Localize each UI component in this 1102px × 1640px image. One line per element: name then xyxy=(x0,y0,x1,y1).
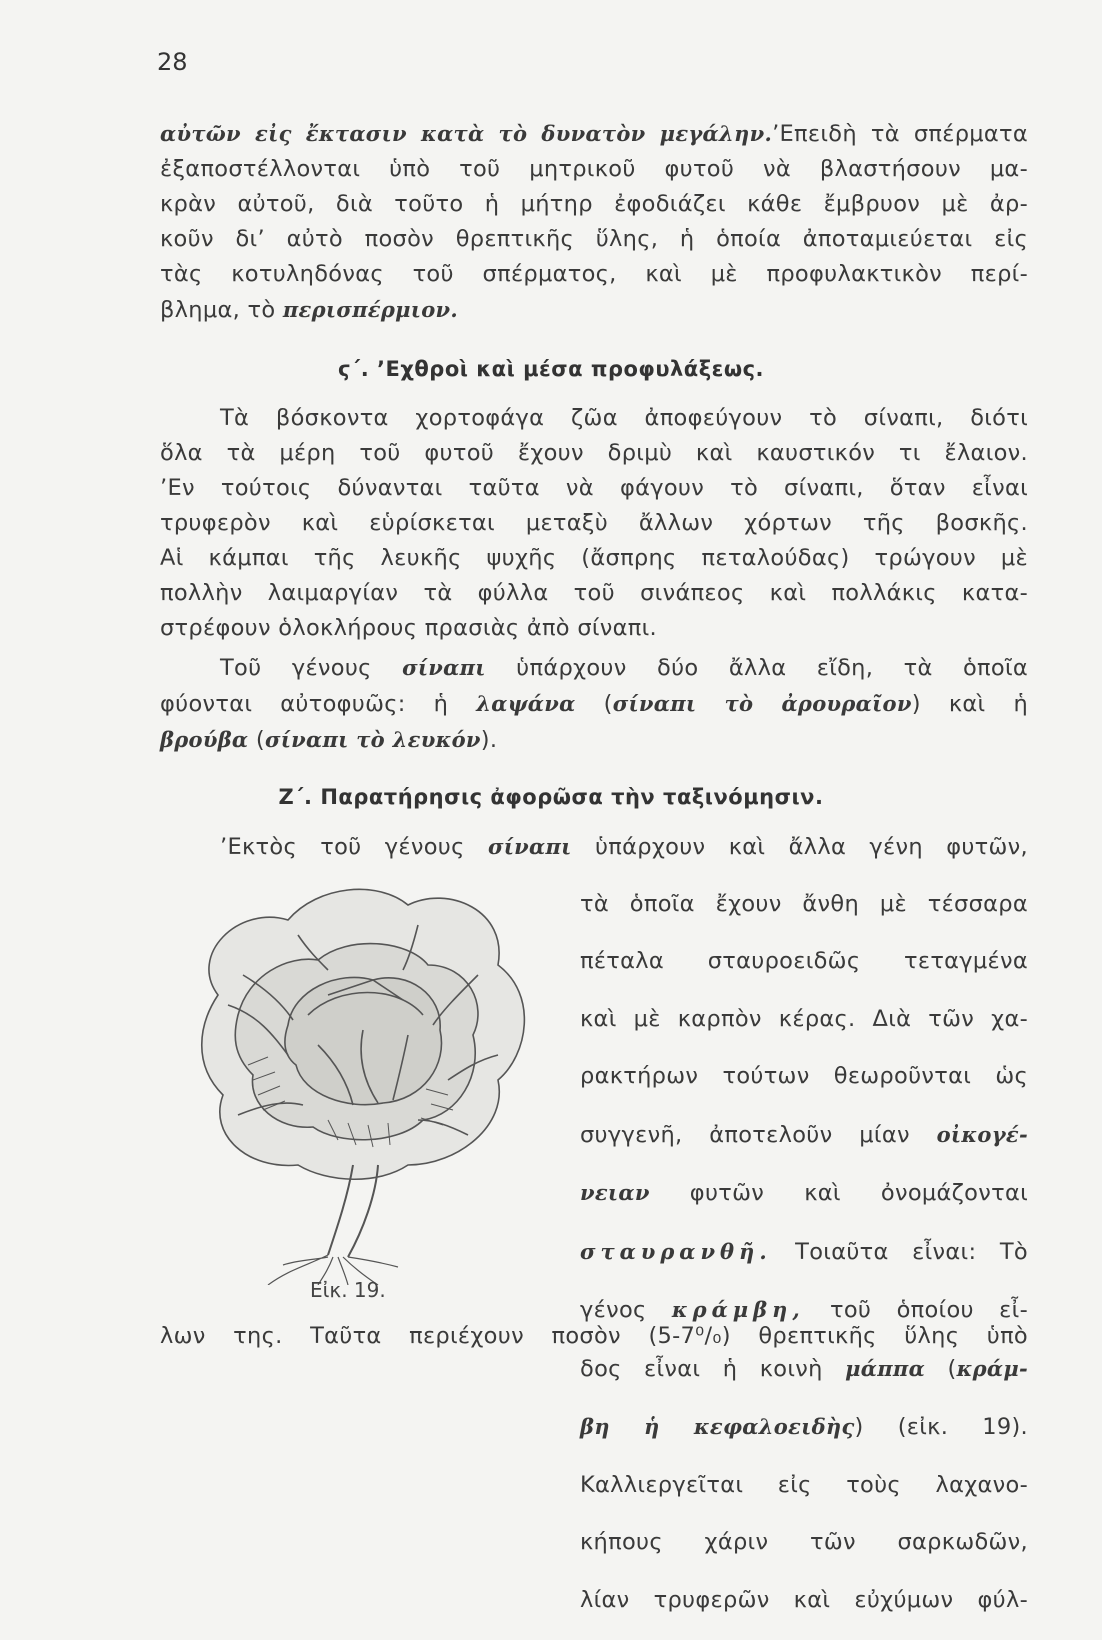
paragraph-classification-last-line xyxy=(160,1319,1028,1354)
text-line: βη ἡ κεφαλοειδὴς) (εἰκ. 19). xyxy=(580,1414,1028,1440)
text-line: κήπους χάριν τῶν σαρκωδῶν, xyxy=(580,1529,1028,1555)
section-heading-classification: Ζ΄. Παρατήρησις ἀφορῶσα τὴν ταξινόμησιν. xyxy=(278,785,824,809)
text-line: συγγενῆ, ἀποτελοῦν μίαν οἰκογέ- xyxy=(580,1121,1028,1148)
text-line: λίαν τρυφερῶν καὶ εὐχύμων φύλ- xyxy=(580,1586,1028,1613)
text-line: αὐτῶν εἰς ἔκτασιν κατὰ τὸ δυνατὸν μεγάλην.’Επειδὴ τὰ σπέρματα xyxy=(160,121,1028,147)
text-line: τρυφερὸν καὶ εὑρίσκεται μεταξὺ ἄλλων χόρτων τῆς βοσκῆς. xyxy=(160,510,1028,536)
text-line: τὰς κοτυληδόνας τοῦ σπέρματος, καὶ μὲ προφυλακτικὸν περί- xyxy=(160,261,1028,287)
text-line: γένος κράμβη, τοῦ ὁποίου εἶ- xyxy=(580,1297,1028,1323)
text-line: σταυρανθῆ. Τοιαῦτα εἶναι: Τὸ xyxy=(580,1238,1028,1265)
text-line: δος εἶναι ἡ κοινὴ μάππα (κράμ- xyxy=(580,1355,1029,1382)
text-line: κοῦν δι’ αὐτὸ ποσὸν θρεπτικῆς ὕλης, ἡ ὁποία ἀποταμιεύεται εἰς xyxy=(160,226,1028,252)
text-line: Τὰ βόσκοντα χορτοφάγα ζῶα ἀποφεύγουν τὸ σίναπι, διότι xyxy=(220,405,1028,431)
section-heading-enemies: ϛ΄. ’Εχθροὶ καὶ μέσα προφυλάξεως. xyxy=(338,357,764,381)
text-line: ὅλα τὰ μέρη τοῦ φυτοῦ ἔχουν δριμὺ καὶ καυστικόν τι ἔλαιον. xyxy=(160,440,1028,466)
figure-caption: Εἰκ. 19. xyxy=(310,1278,386,1302)
paragraph-classification-first-line xyxy=(160,829,1028,865)
text-line: στρέφουν ὁλοκλήρους πρασιὰς ἀπὸ σίναπι. xyxy=(160,615,658,641)
text-line: ρακτήρων τούτων θεωροῦνται ὡς xyxy=(580,1063,1028,1089)
cabbage-icon xyxy=(178,865,568,1285)
text-line: καὶ μὲ καρπὸν κέρας. Διὰ τῶν χα- xyxy=(580,1005,1028,1032)
text-line: τὰ ὁποῖα ἔχουν ἄνθη μὲ τέσσαρα xyxy=(580,890,1028,917)
text-line: Αἱ κάμπαι τῆς λευκῆς ψυχῆς (ἄσπρης πεταλούδας) τρώγουν μὲ xyxy=(160,545,1028,571)
paragraph-seeds xyxy=(160,116,1028,328)
text-line: λων της. Ταῦτα περιέχουν ποσὸν (5-7⁰/₀) θρεπτικῆς ὕλης ὑπὸ xyxy=(160,1323,1028,1349)
text-line: Τοῦ γένους σίναπι ὑπάρχουν δύο ἄλλα εἴδη, τὰ ὁποῖα xyxy=(220,655,1028,681)
text-line: νειαν φυτῶν καὶ ὀνομάζονται xyxy=(580,1180,1028,1206)
paragraph-classification-side xyxy=(580,864,1028,1640)
text-line: ’Εν τούτοις δύνανται ταῦτα νὰ φάγουν τὸ σίναπι, ὅταν εἶναι xyxy=(160,475,1028,501)
text-line: βρούβα (σίναπι τὸ λευκόν). xyxy=(160,727,498,753)
text-line: πέταλα σταυροειδῶς τεταγμένα xyxy=(580,948,1028,974)
text-line: Καλλιεργεῖται εἰς τοὺς λαχανο- xyxy=(580,1471,1028,1498)
text-line: ἐξαποστέλλονται ὑπὸ τοῦ μητρικοῦ φυτοῦ νὰ βλαστήσουν μα- xyxy=(160,156,1028,182)
text-line: κρὰν αὐτοῦ, διὰ τοῦτο ἡ μήτηρ ἐφοδιάζει κάθε ἔμβρυον μὲ ἀρ- xyxy=(160,191,1028,217)
paragraph-enemies xyxy=(160,401,1028,646)
text-line: βλημα, τὸ περισπέρμιον. xyxy=(160,297,459,323)
page-number: 28 xyxy=(157,48,188,76)
text-line: φύονται αὐτοφυῶς: ἡ λαψάνα (σίναπι τὸ ἀρουραῖον) καὶ ἡ xyxy=(160,691,1029,717)
text-line: ’Εκτὸς τοῦ γένους σίναπι ὑπάρχουν καὶ ἄλλα γένη φυτῶν, xyxy=(220,834,1028,860)
cabbage-illustration xyxy=(178,865,568,1305)
paragraph-species xyxy=(160,650,1028,758)
text-line: πολλὴν λαιμαργίαν τὰ φύλλα τοῦ σινάπεος καὶ πολλάκις κατα- xyxy=(160,580,1028,606)
